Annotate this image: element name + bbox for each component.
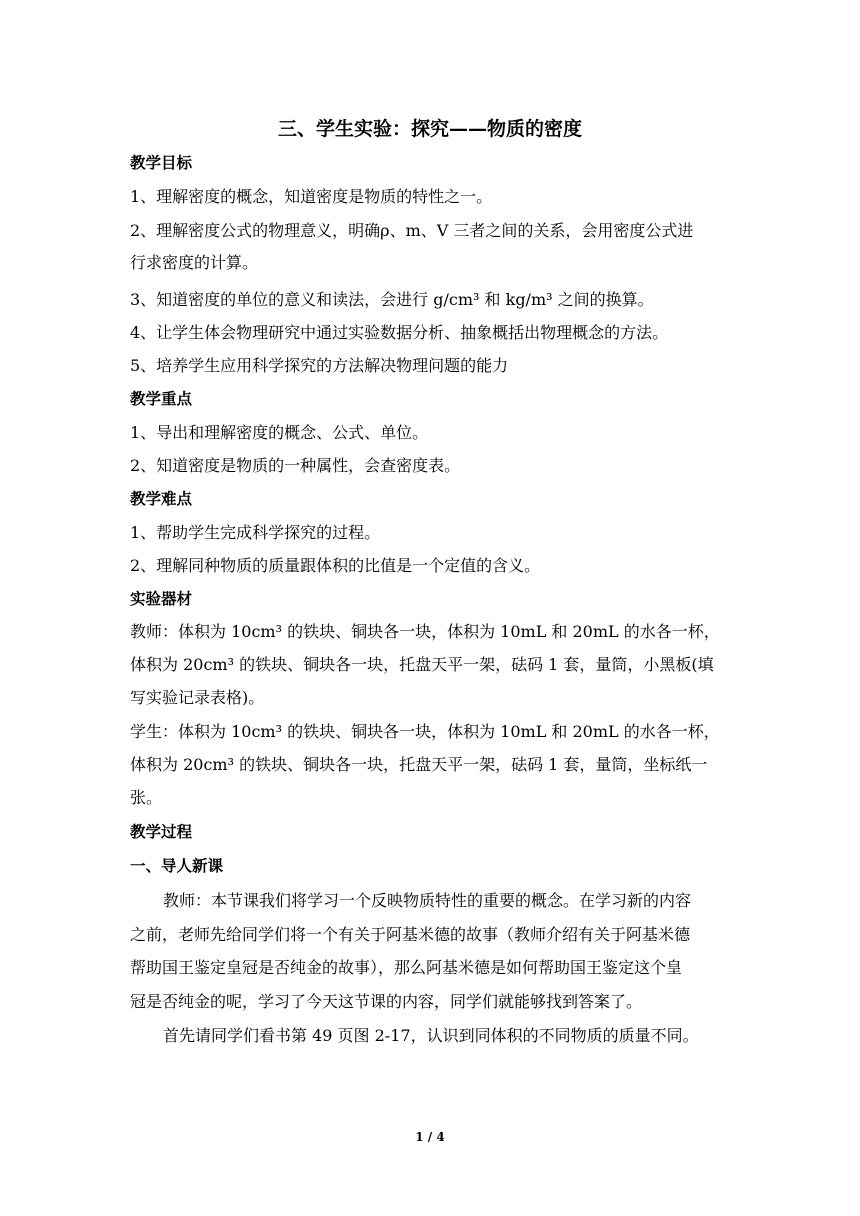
document-title: 三、学生实验：探究——物质的密度 [277,118,582,140]
paragraph-line: 冠是否纯金的呢，学习了今天这节课的内容，同学们就能够找到答案了。 [130,992,643,1011]
paragraph-line: 2、理解密度公式的物理意义，明确ρ、m、V 三者之间的关系，会用密度公式进 [130,221,694,240]
section-heading-objectives: 教学目标 [130,154,193,172]
paragraph-line: 教师：本节课我们将学习一个反映物质特性的重要的概念。在学习新的内容 [163,891,692,910]
paragraph-line: 1、帮助学生完成科学探究的过程。 [130,523,381,542]
paragraph-line: 行求密度的计算。 [130,253,259,272]
paragraph-line: 3、知道密度的单位的意义和读法，会进行 g/cm³ 和 kg/m³ 之间的换算。 [130,290,654,309]
paragraph-line: 体积为 20cm³ 的铁块、铜块各一块，托盘天平一架，砝码 1 套，量筒，小黑板(填 [130,655,714,674]
paragraph-line: 1、导出和理解密度的概念、公式、单位。 [130,423,429,442]
paragraph-line: 1、理解密度的概念，知道密度是物质的特性之一。 [130,187,493,206]
section-heading-key-points: 教学重点 [130,390,193,408]
paragraph-line: 体积为 20cm³ 的铁块、铜块各一块，托盘天平一架，砝码 1 套，量筒，坐标纸一 [130,755,708,774]
subsection-heading-intro: 一、导人新课 [130,857,224,875]
section-heading-equipment: 实验器材 [130,590,193,608]
page-number: 1 / 4 [415,1130,445,1144]
section-heading-difficulties: 教学难点 [130,490,193,508]
paragraph-line: 2、理解同种物质的质量跟体积的比值是一个定值的含义。 [130,556,541,575]
paragraph-line: 5、培养学生应用科学探究的方法解决物理问题的能力 [130,356,509,375]
paragraph-line: 写实验记录表格)。 [130,688,265,707]
section-heading-process: 教学过程 [130,823,193,841]
paragraph-line: 首先请同学们看书第 49 页图 2-17，认识到同体积的不同物质的质量不同。 [163,1026,699,1045]
paragraph-line: 帮助国王鉴定皇冠是否纯金的故事），那么阿基米德是如何帮助国王鉴定这个皇 [130,958,683,977]
paragraph-line: 学生：体积为 10cm³ 的铁块、铜块各一块，体积为 10mL 和 20mL 的水各一杯， [130,722,720,741]
paragraph-line: 之前，老师先给同学们将一个有关于阿基米德的故事（教师介绍有关于阿基米德 [130,925,691,944]
paragraph-line: 2、知道密度是物质的一种属性，会查密度表。 [130,456,461,475]
paragraph-line: 4、让学生体会物理研究中通过实验数据分析、抽象概括出物理概念的方法。 [130,323,669,342]
paragraph-line: 张。 [130,788,163,807]
paragraph-line: 教师：体积为 10cm³ 的铁块、铜块各一块，体积为 10mL 和 20mL 的水各一杯， [130,622,720,641]
